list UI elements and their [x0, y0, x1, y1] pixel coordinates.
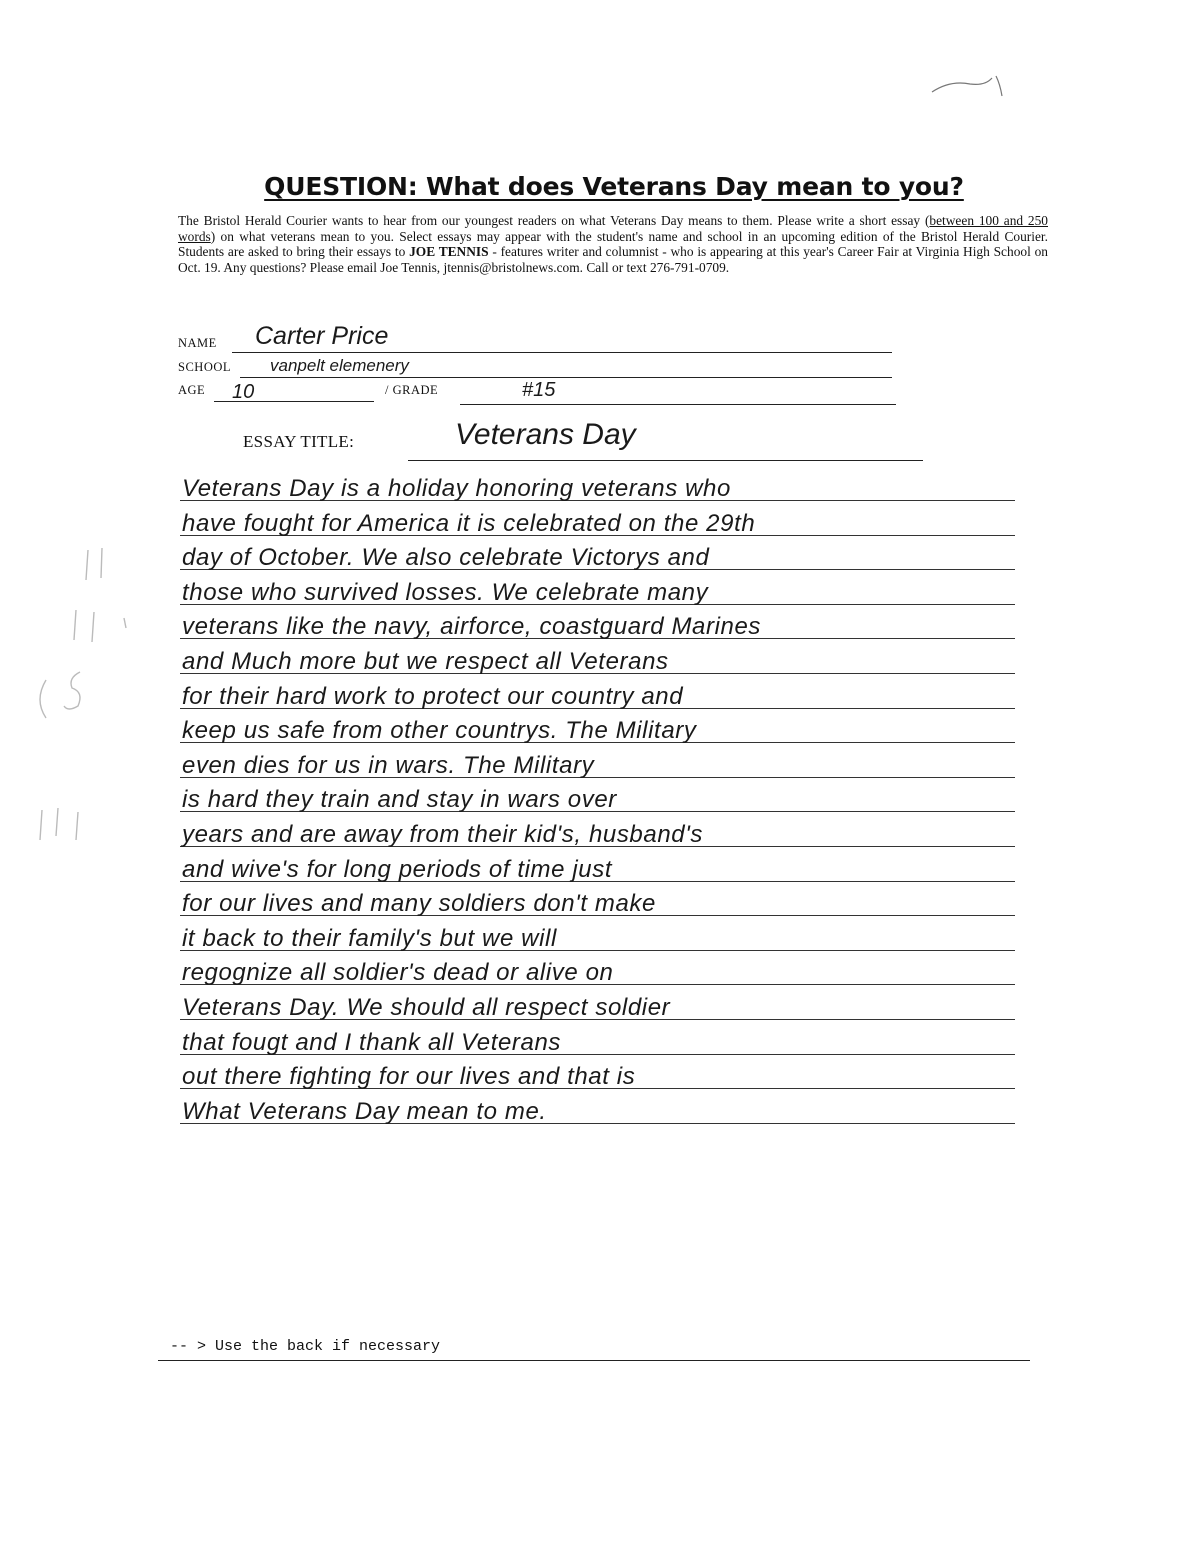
word-limit: between 100 and 250 words	[178, 213, 1048, 244]
instructions-text-2: ) on what veterans mean to you. Select essays may appear with the student's name and school in an upcoming edition of the Bristol Herald Courier. Students are asked to bring their essays to	[178, 228, 1048, 260]
essay-line: it back to their family's but we will	[182, 924, 557, 952]
margin-scribbles	[28, 540, 148, 880]
essay-line: and wive's for long periods of time just	[182, 855, 613, 883]
essay-line: out there fighting for our lives and that is	[182, 1063, 636, 1091]
essay-line: Veterans Day. We should all respect soldier	[182, 993, 671, 1021]
essay-line: regognize all soldier's dead or alive on	[182, 959, 614, 987]
essay-line: years and are away from their kid's, husband's	[182, 820, 704, 848]
scanner-mark	[930, 70, 1010, 100]
form-title: QUESTION: What does Veterans Day mean to you?	[264, 172, 964, 201]
age-label: AGE	[178, 383, 206, 397]
student-grade: #15	[522, 379, 556, 401]
school-label: SCHOOL	[178, 360, 232, 374]
essay-title-line	[408, 460, 923, 461]
form-instructions	[178, 213, 1048, 275]
essay-line: keep us safe from other countrys. The Military	[182, 717, 697, 745]
name-label: NAME	[178, 336, 217, 350]
essay-title-label: ESSAY TITLE:	[243, 432, 355, 451]
grade-line	[460, 404, 896, 405]
essay-body	[182, 472, 1042, 1129]
instructions-text-3: - features writer and columnist - who is appearing at this year's Career Fair at Virginia High School on Oct. 19. Any questions? Please email Joe Tennis, jtennis@bristolnews.com. Call or text 276-791-0709.	[178, 244, 1048, 275]
student-school: vanpelt elemenery	[270, 356, 409, 375]
use-back-note: -- > Use the back if necessary	[170, 1338, 441, 1355]
school-line	[240, 377, 892, 378]
grade-label: / GRADE	[385, 383, 439, 397]
student-name: Carter Price	[255, 322, 389, 350]
essay-line: What Veterans Day mean to me.	[182, 1097, 547, 1125]
instructions-text: The Bristol Herald Courier wants to hear from our youngest readers on what Veterans Day means to them. Please write a short essay (	[178, 213, 930, 228]
contact-name: JOE TENNIS	[409, 244, 489, 260]
bottom-rule	[158, 1360, 1030, 1361]
essay-line: and Much more but we respect all Veterans	[182, 647, 669, 675]
essay-line: is hard they train and stay in wars over	[182, 786, 617, 814]
essay-line: even dies for us in wars. The Military	[182, 751, 595, 779]
essay-line: Veterans Day is a holiday honoring veterans who	[182, 475, 731, 502]
name-line	[232, 352, 892, 353]
essay-line: that fougt and I thank all Veterans	[182, 1028, 562, 1056]
student-age: 10	[232, 381, 255, 403]
essay-line: veterans like the navy, airforce, coastguard Marines	[182, 613, 762, 641]
essay-line: day of October. We also celebrate Victorys and	[182, 544, 710, 572]
essay-line: for their hard work to protect our country and	[182, 682, 684, 710]
essay-title: Veterans Day	[455, 418, 636, 451]
essay-line: for our lives and many soldiers don't make	[182, 890, 656, 918]
essay-line: those who survived losses. We celebrate many	[182, 578, 709, 606]
essay-line: have fought for America it is celebrated on the 29th	[182, 509, 756, 537]
